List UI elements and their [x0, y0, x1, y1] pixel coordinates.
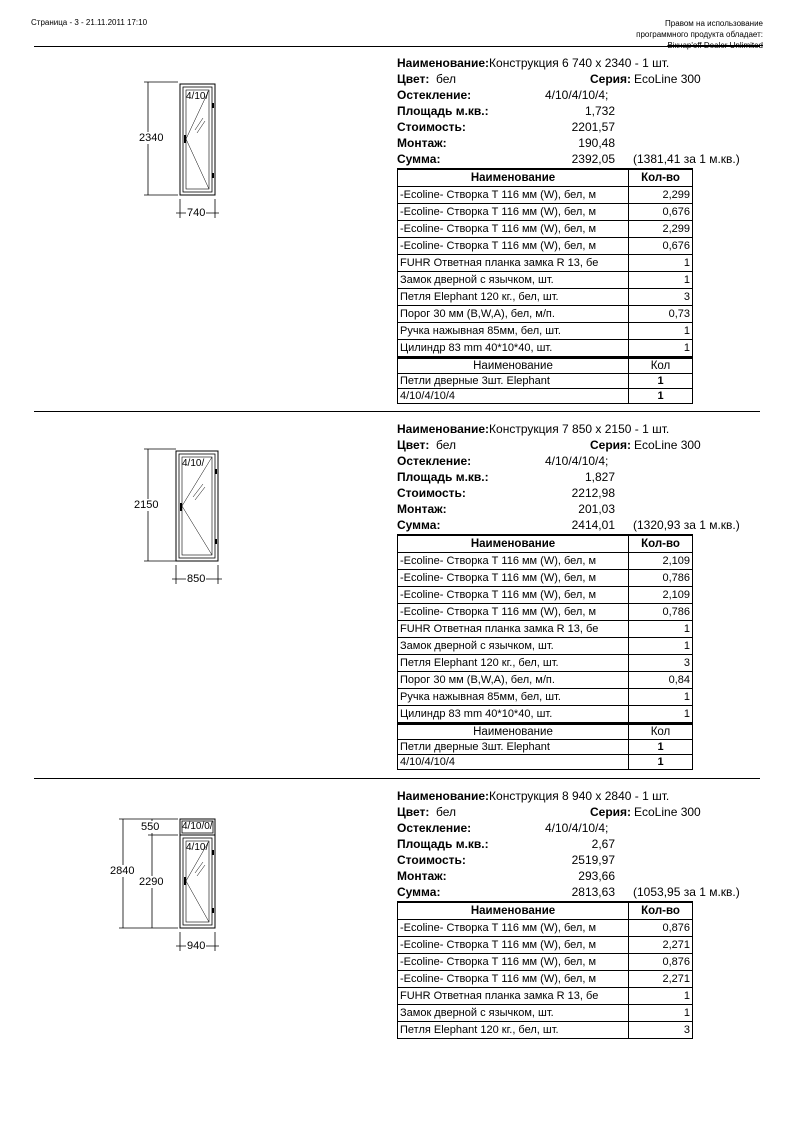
height-dimension: 2340 — [139, 132, 164, 144]
item-qty: 1 — [629, 340, 693, 357]
series-label: Серия: — [590, 72, 632, 86]
table-row — [398, 740, 693, 755]
construction-section-6 — [0, 55, 794, 415]
sum-value: 2813,63 — [571, 885, 615, 899]
items-table — [397, 168, 693, 357]
item-name: -Ecoline- Створка Т 116 мм (W), бел, м — [398, 954, 629, 971]
area-value: 1,732 — [584, 104, 615, 118]
sum-value: 2392,05 — [571, 152, 615, 166]
area-label: Площадь м.кв.: — [397, 104, 489, 118]
item-qty: 0,786 — [629, 604, 693, 621]
table-row — [398, 289, 693, 306]
mount-value: 201,03 — [578, 502, 615, 516]
area-label: Площадь м.кв.: — [397, 837, 489, 851]
mount-label: Монтаж: — [397, 136, 447, 150]
table-row — [398, 621, 693, 638]
item-qty: 3 — [629, 1022, 693, 1039]
cost-value: 2201,57 — [571, 120, 615, 134]
item-name: Замок дверной с язычком, шт. — [398, 272, 629, 289]
door-drawing — [100, 788, 260, 988]
item-qty: 3 — [629, 655, 693, 672]
series-value: EcoLine 300 — [634, 805, 701, 819]
col-header-qty: Кол-во — [629, 535, 693, 553]
table-row — [398, 323, 693, 340]
glass-label: 4/10/ — [186, 91, 209, 102]
item-qty: 1 — [629, 638, 693, 655]
width-dimension: 940 — [187, 940, 206, 952]
table-row — [398, 706, 693, 723]
table-row — [398, 954, 693, 971]
license-line-1: Правом на использование — [665, 19, 763, 28]
acc-name: 4/10/4/10/4 — [398, 755, 629, 770]
col-header-name: Наименование — [398, 169, 629, 187]
item-name: -Ecoline- Створка Т 116 мм (W), бел, м — [398, 604, 629, 621]
item-qty: 0,73 — [629, 306, 693, 323]
table-row — [398, 988, 693, 1005]
mount-value: 190,48 — [578, 136, 615, 150]
table-row — [398, 920, 693, 937]
area-label: Площадь м.кв.: — [397, 470, 489, 484]
table-row — [398, 340, 693, 357]
page-header-left: Страница - 3 - 21.11.2011 17:10 — [31, 18, 148, 27]
item-name: -Ecoline- Створка Т 116 мм (W), бел, м — [398, 238, 629, 255]
item-name: FUHR Ответная планка замка R 13, бе — [398, 988, 629, 1005]
sum-value: 2414,01 — [571, 518, 615, 532]
item-name: FUHR Ответная планка замка R 13, бе — [398, 255, 629, 272]
per-m2-value: (1381,41 за 1 м.кв.) — [633, 152, 740, 166]
accessories-table — [397, 357, 693, 404]
acc-name: 4/10/4/10/4 — [398, 389, 629, 404]
item-name: -Ecoline- Створка Т 116 мм (W), бел, м — [398, 920, 629, 937]
item-name: -Ecoline- Створка Т 116 мм (W), бел, м — [398, 971, 629, 988]
item-qty: 2,271 — [629, 937, 693, 954]
construction-info — [397, 788, 757, 900]
series-label: Серия: — [590, 805, 632, 819]
mount-label: Монтаж: — [397, 869, 447, 883]
table-row — [398, 221, 693, 238]
height-dimension: 2840 — [110, 865, 135, 877]
mount-label: Монтаж: — [397, 502, 447, 516]
construction-name: Конструкция 7 850 x 2150 - 1 шт. — [489, 422, 670, 436]
glass-label-top: 4/10/0/ — [182, 821, 213, 832]
sum-label: Сумма: — [397, 518, 441, 532]
item-name: Цилиндр 83 mm 40*10*40, шт. — [398, 340, 629, 357]
col-header-qty: Кол-во — [629, 169, 693, 187]
series-label: Серия: — [590, 438, 632, 452]
table-row — [398, 306, 693, 323]
item-name: -Ecoline- Створка Т 116 мм (W), бел, м — [398, 221, 629, 238]
table-row — [398, 1005, 693, 1022]
table-row — [398, 672, 693, 689]
table-row — [398, 238, 693, 255]
per-m2-value: (1320,93 за 1 м.кв.) — [633, 518, 740, 532]
table-row — [398, 553, 693, 570]
item-name: Порог 30 мм (B,W,A), бел, м/п. — [398, 306, 629, 323]
separator-line — [34, 46, 760, 47]
acc-qty: 1 — [629, 755, 693, 770]
cost-label: Стоимость: — [397, 120, 466, 134]
glass-label: 4/10/ — [182, 458, 205, 469]
acc-col-header-qty: Кол — [629, 358, 693, 374]
table-row — [398, 272, 693, 289]
bottom-dimension: 2290 — [139, 876, 164, 888]
item-name: -Ecoline- Створка Т 116 мм (W), бел, м — [398, 937, 629, 954]
item-name: Петля Elephant 120 кг., бел, шт. — [398, 655, 629, 672]
item-qty: 1 — [629, 706, 693, 723]
sum-label: Сумма: — [397, 152, 441, 166]
item-name: Петля Elephant 120 кг., бел, шт. — [398, 1022, 629, 1039]
item-name: -Ecoline- Створка Т 116 мм (W), бел, м — [398, 553, 629, 570]
item-name: -Ecoline- Створка Т 116 мм (W), бел, м — [398, 187, 629, 204]
item-name: -Ecoline- Створка Т 116 мм (W), бел, м — [398, 587, 629, 604]
glazing-value: 4/10/4/10/4; — [545, 88, 609, 102]
table-row — [398, 937, 693, 954]
license-line-3: Вікнар'off Dealer Unlimited — [667, 41, 763, 50]
color-value: бел — [436, 805, 457, 819]
col-header-qty: Кол-во — [629, 902, 693, 920]
width-dimension: 850 — [187, 573, 206, 585]
item-name: Замок дверной с язычком, шт. — [398, 1005, 629, 1022]
item-qty: 2,271 — [629, 971, 693, 988]
construction-info — [397, 55, 757, 167]
item-name: Замок дверной с язычком, шт. — [398, 638, 629, 655]
glazing-label: Остекление: — [397, 821, 472, 835]
item-name: FUHR Ответная планка замка R 13, бе — [398, 621, 629, 638]
acc-col-header-name: Наименование — [398, 358, 629, 374]
acc-qty: 1 — [629, 389, 693, 404]
cost-label: Стоимость: — [397, 853, 466, 867]
table-row — [398, 389, 693, 404]
item-qty: 2,299 — [629, 221, 693, 238]
construction-section-8 — [0, 788, 794, 1148]
series-value: EcoLine 300 — [634, 72, 701, 86]
color-label: Цвет: — [397, 805, 430, 819]
table-row — [398, 187, 693, 204]
construction-name: Конструкция 6 740 x 2340 - 1 шт. — [489, 56, 670, 70]
item-qty: 3 — [629, 289, 693, 306]
glazing-label: Остекление: — [397, 88, 472, 102]
color-label: Цвет: — [397, 72, 430, 86]
item-qty: 0,84 — [629, 672, 693, 689]
table-row — [398, 971, 693, 988]
item-name: Ручка нажывная 85мм, бел, шт. — [398, 323, 629, 340]
table-row — [398, 570, 693, 587]
glazing-label: Остекление: — [397, 454, 472, 468]
door-drawing-svg — [100, 55, 260, 255]
acc-name: Петли дверные 3шт. Elephant — [398, 374, 629, 389]
table-row — [398, 587, 693, 604]
mount-value: 293,66 — [578, 869, 615, 883]
sum-label: Сумма: — [397, 885, 441, 899]
item-name: Ручка нажывная 85мм, бел, шт. — [398, 689, 629, 706]
table-row — [398, 255, 693, 272]
door-drawing-svg — [100, 421, 260, 621]
col-header-name: Наименование — [398, 535, 629, 553]
item-qty: 1 — [629, 255, 693, 272]
door-drawing — [100, 421, 260, 621]
item-qty: 1 — [629, 1005, 693, 1022]
door-drawing — [100, 55, 260, 255]
series-value: EcoLine 300 — [634, 438, 701, 452]
acc-qty: 1 — [629, 374, 693, 389]
name-label: Наименование: — [397, 789, 490, 803]
item-qty: 2,109 — [629, 587, 693, 604]
width-dimension: 740 — [187, 207, 206, 219]
table-row — [398, 604, 693, 621]
item-qty: 1 — [629, 621, 693, 638]
item-name: Петля Elephant 120 кг., бел, шт. — [398, 289, 629, 306]
cost-value: 2212,98 — [571, 486, 615, 500]
item-qty: 1 — [629, 988, 693, 1005]
table-row — [398, 655, 693, 672]
color-value: бел — [436, 72, 457, 86]
item-qty: 0,876 — [629, 954, 693, 971]
item-qty: 0,676 — [629, 204, 693, 221]
color-label: Цвет: — [397, 438, 430, 452]
table-row — [398, 374, 693, 389]
cost-label: Стоимость: — [397, 486, 466, 500]
top-dimension: 550 — [141, 821, 160, 833]
construction-info — [397, 421, 757, 533]
item-name: -Ecoline- Створка Т 116 мм (W), бел, м — [398, 204, 629, 221]
item-qty: 1 — [629, 272, 693, 289]
table-row — [398, 204, 693, 221]
item-qty: 2,299 — [629, 187, 693, 204]
cost-value: 2519,97 — [571, 853, 615, 867]
table-row — [398, 638, 693, 655]
acc-name: Петли дверные 3шт. Elephant — [398, 740, 629, 755]
color-value: бел — [436, 438, 457, 452]
glazing-value: 4/10/4/10/4; — [545, 454, 609, 468]
item-qty: 0,786 — [629, 570, 693, 587]
construction-section-7 — [0, 421, 794, 781]
height-dimension: 2150 — [134, 499, 159, 511]
license-line-2: программного продукта обладает: — [636, 30, 763, 39]
glass-label: 4/10/ — [186, 842, 209, 853]
acc-col-header-name: Наименование — [398, 724, 629, 740]
area-value: 1,827 — [584, 470, 615, 484]
door-drawing-svg — [100, 788, 260, 988]
area-value: 2,67 — [591, 837, 615, 851]
construction-name: Конструкция 8 940 x 2840 - 1 шт. — [489, 789, 670, 803]
name-label: Наименование: — [397, 422, 490, 436]
table-row — [398, 755, 693, 770]
per-m2-value: (1053,95 за 1 м.кв.) — [633, 885, 740, 899]
name-label: Наименование: — [397, 56, 490, 70]
accessories-table — [397, 723, 693, 770]
items-table — [397, 901, 693, 1039]
items-table — [397, 534, 693, 723]
glazing-value: 4/10/4/10/4; — [545, 821, 609, 835]
item-name: Порог 30 мм (B,W,A), бел, м/п. — [398, 672, 629, 689]
item-qty: 1 — [629, 689, 693, 706]
item-qty: 0,676 — [629, 238, 693, 255]
acc-qty: 1 — [629, 740, 693, 755]
item-qty: 1 — [629, 323, 693, 340]
item-qty: 2,109 — [629, 553, 693, 570]
acc-col-header-qty: Кол — [629, 724, 693, 740]
item-qty: 0,876 — [629, 920, 693, 937]
item-name: -Ecoline- Створка Т 116 мм (W), бел, м — [398, 570, 629, 587]
item-name: Цилиндр 83 mm 40*10*40, шт. — [398, 706, 629, 723]
table-row — [398, 689, 693, 706]
col-header-name: Наименование — [398, 902, 629, 920]
table-row — [398, 1022, 693, 1039]
